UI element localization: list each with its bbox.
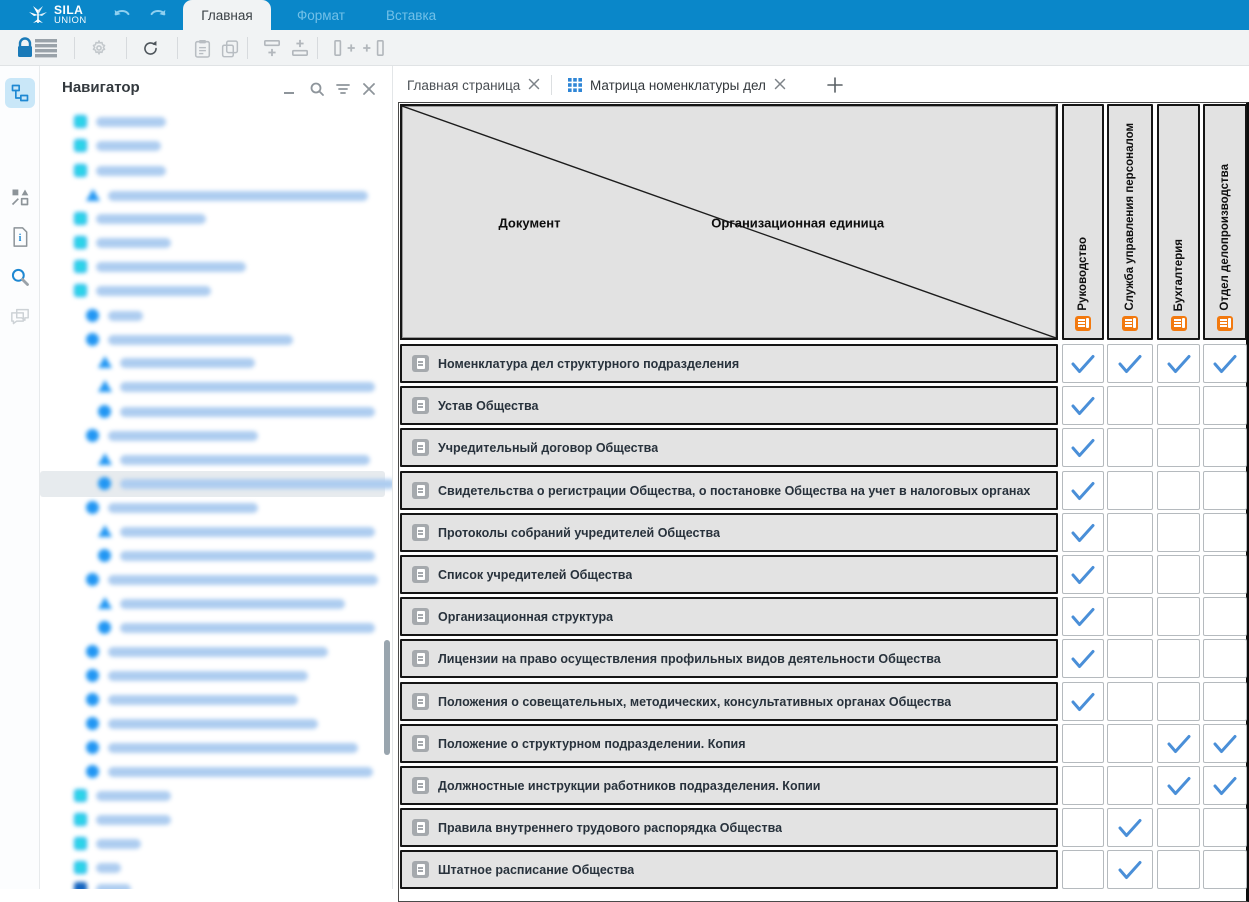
tree-item[interactable] xyxy=(40,736,392,760)
ribbon-tab-format-label: Формат xyxy=(297,7,345,23)
tree-item[interactable] xyxy=(40,544,392,568)
matrix-row-label: Положения о совещательных, методических, консультативных органах Общества xyxy=(438,694,952,709)
matrix-cell-checked[interactable] xyxy=(1062,428,1104,467)
matrix-cell-empty[interactable] xyxy=(1157,682,1200,721)
matrix-cell-checked[interactable] xyxy=(1157,766,1200,805)
doc-tab-home-page[interactable] xyxy=(407,70,540,100)
comments-icon[interactable] xyxy=(5,302,35,332)
tree-item-label-blurred xyxy=(120,551,375,561)
tree-item-label-blurred xyxy=(120,623,375,633)
matrix-row-header[interactable] xyxy=(400,850,1058,889)
circle-node-icon xyxy=(86,717,99,730)
tree-item[interactable] xyxy=(40,424,392,448)
org-unit-icon xyxy=(1171,316,1187,331)
matrix-cell-empty[interactable] xyxy=(1203,513,1247,552)
tree-item[interactable] xyxy=(40,134,392,158)
matrix-cell-empty[interactable] xyxy=(1203,808,1247,847)
undo-icon[interactable] xyxy=(110,4,134,26)
matrix-row-header[interactable] xyxy=(400,639,1058,678)
matrix-cell-empty[interactable] xyxy=(1157,513,1200,552)
tree-item[interactable] xyxy=(40,231,392,255)
tree-item-label-blurred xyxy=(108,719,318,729)
navigator-scrollbar[interactable] xyxy=(384,640,390,755)
circle-node-icon xyxy=(86,669,99,682)
matrix-cell-empty[interactable] xyxy=(1203,850,1247,889)
matrix-grid-icon xyxy=(568,78,582,92)
dark-node-icon xyxy=(74,882,87,889)
tree-item[interactable] xyxy=(40,688,392,712)
tree-item-label-blurred xyxy=(120,599,345,609)
toolbar-separator xyxy=(177,37,178,59)
tree-item-label-blurred xyxy=(108,191,368,201)
matrix-cell-checked[interactable] xyxy=(1062,682,1104,721)
matrix-row-label: Протоколы собраний учредителей Общества xyxy=(438,525,721,540)
matrix-cell-empty[interactable] xyxy=(1107,724,1153,763)
new-tab-button[interactable] xyxy=(823,73,847,97)
tree-item[interactable] xyxy=(40,784,392,808)
document-icon xyxy=(412,355,429,372)
row-axis-label: Документ xyxy=(498,215,561,231)
matrix-row-header[interactable] xyxy=(400,682,1058,721)
triangle-node-icon xyxy=(98,597,112,609)
tree-item-label-blurred xyxy=(108,647,328,657)
document-icon xyxy=(412,439,429,456)
doc-tab-home-label: Главная страница xyxy=(407,77,521,93)
settings-gear-icon[interactable] xyxy=(85,34,113,62)
matrix-col-header[interactable] xyxy=(1157,104,1200,340)
brand-line2: UNION xyxy=(54,15,87,27)
document-icon xyxy=(412,777,429,794)
matrix-row-header[interactable] xyxy=(400,344,1058,383)
matrix-cell-checked[interactable] xyxy=(1107,808,1153,847)
document-tab-bar xyxy=(393,70,1249,100)
tree-item-label-blurred xyxy=(96,214,206,224)
tree-item-label-blurred xyxy=(108,695,298,705)
tree-item[interactable] xyxy=(40,304,392,328)
matrix-cell-empty[interactable] xyxy=(1157,850,1200,889)
tree-item-label-blurred xyxy=(120,527,375,537)
navigator-panel-icon[interactable] xyxy=(5,78,35,108)
org-unit-icon xyxy=(1075,316,1091,331)
tree-item-label-blurred xyxy=(96,166,166,176)
triangle-node-icon xyxy=(98,525,112,537)
matrix-cell-checked[interactable] xyxy=(1107,344,1153,383)
square-node-icon xyxy=(74,115,87,128)
ribbon-tab-home[interactable] xyxy=(183,0,271,30)
navigator-header xyxy=(40,66,392,110)
square-node-icon xyxy=(74,813,87,826)
matrix-row-label: Учредительный договор Общества xyxy=(438,440,659,455)
tree-item-label-blurred xyxy=(120,479,392,489)
tree-item[interactable] xyxy=(40,400,392,424)
square-node-icon xyxy=(74,212,87,225)
tree-item-label-blurred xyxy=(96,815,171,825)
toolbar-separator xyxy=(126,37,127,59)
document-icon xyxy=(412,861,429,878)
tree-item[interactable] xyxy=(40,592,392,616)
tree-item[interactable] xyxy=(40,760,392,784)
tree-item-label-blurred xyxy=(96,286,211,296)
triangle-node-icon xyxy=(98,453,112,465)
redo-icon[interactable] xyxy=(146,4,170,26)
matrix-cell-checked[interactable] xyxy=(1062,513,1104,552)
matrix-col-header-label: Бухгалтерия xyxy=(1172,238,1185,311)
tree-item-label-blurred xyxy=(108,767,373,777)
square-node-icon xyxy=(74,236,87,249)
document-icon xyxy=(412,524,429,541)
tree-item[interactable] xyxy=(40,568,392,592)
document-icon xyxy=(412,608,429,625)
tree-item[interactable] xyxy=(40,207,392,231)
document-icon xyxy=(412,397,429,414)
matrix-cell-empty[interactable] xyxy=(1107,555,1153,594)
tree-item[interactable] xyxy=(40,520,392,544)
circle-node-icon xyxy=(98,405,111,418)
close-icon[interactable] xyxy=(360,80,378,98)
tree-item-label-blurred xyxy=(120,358,255,368)
tree-item[interactable] xyxy=(40,877,392,889)
matrix-cell-empty[interactable] xyxy=(1107,639,1153,678)
matrix-cell-empty[interactable] xyxy=(1062,808,1104,847)
matrix-cell-empty[interactable] xyxy=(1157,386,1200,425)
ribbon-tab-home-label: Главная xyxy=(201,7,253,23)
paste-clipboard-icon[interactable] xyxy=(188,34,216,62)
matrix-row-label: Правила внутреннего трудового распорядка Общества xyxy=(438,820,783,835)
matrix-cell-empty[interactable] xyxy=(1107,682,1153,721)
tree-item[interactable] xyxy=(40,255,392,279)
matrix-cell-checked[interactable] xyxy=(1203,724,1247,763)
square-node-icon xyxy=(74,837,87,850)
search-icon[interactable] xyxy=(308,80,326,98)
matrix-row-header[interactable] xyxy=(400,428,1058,467)
doc-tab-matrix-label: Матрица номенклатуры дел xyxy=(590,77,766,93)
tree-item-label-blurred xyxy=(108,743,358,753)
org-unit-icon xyxy=(1122,316,1138,331)
tree-item-label-blurred xyxy=(96,262,246,272)
triangle-node-icon xyxy=(98,380,112,392)
toolbar xyxy=(0,30,1249,66)
matrix-cell-checked[interactable] xyxy=(1157,724,1200,763)
tree-item-label-blurred xyxy=(120,455,370,465)
matrix-col-header[interactable] xyxy=(1062,104,1104,340)
matrix-cell-checked[interactable] xyxy=(1062,597,1104,636)
document-icon xyxy=(412,566,429,583)
tree-item-label-blurred xyxy=(108,431,258,441)
circle-node-icon xyxy=(98,621,111,634)
tree-item-label-blurred xyxy=(96,117,166,127)
matrix-col-header[interactable] xyxy=(1107,104,1153,340)
circle-node-icon xyxy=(86,429,99,442)
insert-column-left-icon[interactable] xyxy=(330,34,358,62)
toolbar-separator xyxy=(74,37,75,59)
tree-item[interactable] xyxy=(40,712,392,736)
matrix-col-header[interactable] xyxy=(1203,104,1247,340)
square-node-icon xyxy=(74,260,87,273)
matrix-cell-checked[interactable] xyxy=(1107,850,1153,889)
matrix-row-label: Положение о структурном подразделении. Копия xyxy=(438,736,746,751)
tree-item-label-blurred xyxy=(108,503,258,513)
triangle-node-icon xyxy=(98,356,112,368)
tree-item-label-blurred xyxy=(96,141,161,151)
tree-item[interactable] xyxy=(40,640,392,664)
matrix-row-label: Номенклатура дел структурного подразделения xyxy=(438,356,740,371)
matrix-cell-empty[interactable] xyxy=(1107,513,1153,552)
tree-item-label-blurred xyxy=(108,311,143,321)
matrix-cell-empty[interactable] xyxy=(1157,597,1200,636)
matrix-cell-empty[interactable] xyxy=(1203,639,1247,678)
tree-item-label-blurred xyxy=(96,884,131,889)
ribbon-tab-format[interactable] xyxy=(283,0,359,30)
matrix-cell-empty[interactable] xyxy=(1107,471,1153,510)
matrix-row-label: Штатное расписание Общества xyxy=(438,862,635,877)
filter-icon[interactable] xyxy=(334,80,352,98)
tree-item-label-blurred xyxy=(108,575,378,585)
tree-item[interactable] xyxy=(40,328,392,352)
ribbon-tab-insert[interactable] xyxy=(372,0,450,30)
tree-item[interactable] xyxy=(40,159,392,183)
navigator-title: Навигатор xyxy=(62,79,140,96)
tree-item[interactable] xyxy=(40,184,392,208)
circle-node-icon xyxy=(86,573,99,586)
matrix-cell-empty[interactable] xyxy=(1203,386,1247,425)
matrix-cell-empty[interactable] xyxy=(1107,428,1153,467)
svg-text:i: i xyxy=(18,233,22,245)
top-bar xyxy=(0,0,1249,30)
tree-item-label-blurred xyxy=(96,238,171,248)
close-tab-icon[interactable] xyxy=(528,78,540,93)
matrix-cell-checked[interactable] xyxy=(1062,471,1104,510)
circle-node-icon xyxy=(86,693,99,706)
circle-node-icon xyxy=(98,477,111,490)
circle-node-icon xyxy=(86,309,99,322)
tree-item[interactable] xyxy=(40,351,392,375)
refresh-icon[interactable] xyxy=(136,34,164,62)
navigator-tree xyxy=(40,110,392,889)
sila-union-logo-icon xyxy=(26,3,50,27)
insert-row-above-icon[interactable] xyxy=(258,34,286,62)
doc-tab-matrix[interactable] xyxy=(568,70,786,100)
circle-node-icon xyxy=(86,741,99,754)
matrix-row-header[interactable] xyxy=(400,766,1058,805)
matrix-cell-empty[interactable] xyxy=(1203,597,1247,636)
matrix-cell-empty[interactable] xyxy=(1203,682,1247,721)
matrix-row-header[interactable] xyxy=(400,724,1058,763)
tree-item[interactable] xyxy=(40,616,392,640)
matrix-row-label: Свидетельства о регистрации Общества, о постановке Общества на учет в налоговых органах xyxy=(438,483,1031,498)
insert-column-right-icon[interactable] xyxy=(360,34,388,62)
tree-item[interactable] xyxy=(40,279,392,303)
matrix-col-header-label: Служба управления персоналом xyxy=(1124,123,1136,311)
square-node-icon xyxy=(74,139,87,152)
matrix-row-label: Устав Общества xyxy=(438,398,539,413)
matrix-col-header-label: Руководство xyxy=(1077,237,1089,311)
matrix-cell-checked[interactable] xyxy=(1062,555,1104,594)
square-node-icon xyxy=(74,164,87,177)
matrix-row-label: Лицензии на право осуществления профильных видов деятельности Общества xyxy=(438,651,941,666)
tree-item[interactable] xyxy=(40,110,392,134)
matrix-cell-checked[interactable] xyxy=(1062,386,1104,425)
matrix-row-header[interactable] xyxy=(400,471,1058,510)
matrix-row-header[interactable] xyxy=(400,386,1058,425)
brand-line1: SILA xyxy=(54,3,84,18)
matrix-row-label: Организационная структура xyxy=(438,609,614,624)
app-logo xyxy=(26,1,87,29)
matrix-row-header[interactable] xyxy=(400,555,1058,594)
document-icon xyxy=(412,693,429,710)
matrix-cell-empty[interactable] xyxy=(1157,428,1200,467)
tree-item[interactable] xyxy=(40,448,392,472)
main-area xyxy=(393,66,1249,889)
tree-item[interactable] xyxy=(40,664,392,688)
matrix-row-header[interactable] xyxy=(400,597,1058,636)
ribbon-tab-insert-label: Вставка xyxy=(386,7,437,23)
tree-item-label-blurred xyxy=(108,335,293,345)
square-node-icon xyxy=(74,861,87,874)
matrix-row-header[interactable] xyxy=(400,513,1058,552)
toolbar-separator xyxy=(317,37,318,59)
square-node-icon xyxy=(74,789,87,802)
tab-separator xyxy=(551,75,552,95)
insert-row-below-icon[interactable] xyxy=(286,34,314,62)
matrix-cell-empty[interactable] xyxy=(1107,386,1153,425)
tree-item-label-blurred xyxy=(120,382,375,392)
matrix-cell-empty[interactable] xyxy=(1157,555,1200,594)
matrix-cell-checked[interactable] xyxy=(1203,344,1247,383)
matrix-cell-empty[interactable] xyxy=(1203,471,1247,510)
matrix-row-header[interactable] xyxy=(400,808,1058,847)
matrix-cell-empty[interactable] xyxy=(1157,808,1200,847)
document-icon xyxy=(412,650,429,667)
model-objects-icon[interactable] xyxy=(5,182,35,212)
circle-node-icon xyxy=(86,501,99,514)
tree-item[interactable] xyxy=(40,496,392,520)
circle-node-icon xyxy=(86,645,99,658)
tree-item[interactable] xyxy=(40,808,392,832)
tree-item-label-blurred xyxy=(96,791,171,801)
matrix-row-label: Должностные инструкции работников подразделения. Копии xyxy=(438,778,821,793)
matrix-cell-empty[interactable] xyxy=(1203,428,1247,467)
circle-node-icon xyxy=(86,765,99,778)
left-icon-rail xyxy=(0,66,40,889)
matrix-cell-empty[interactable] xyxy=(1062,850,1104,889)
matrix-row-label: Список учредителей Общества xyxy=(438,567,633,582)
tree-item-label-blurred xyxy=(96,863,121,873)
tree-item[interactable] xyxy=(40,832,392,856)
matrix-cell-empty[interactable] xyxy=(1107,597,1153,636)
minimize-icon[interactable] xyxy=(280,80,298,98)
tree-item-label-blurred xyxy=(120,407,375,417)
matrix-cell-empty[interactable] xyxy=(1107,766,1153,805)
matrix-cell-checked[interactable] xyxy=(1062,639,1104,678)
org-unit-icon xyxy=(1217,316,1233,331)
matrix-cell-checked[interactable] xyxy=(1203,766,1247,805)
col-axis-label: Организационная единица xyxy=(711,215,885,231)
matrix-cell-checked[interactable] xyxy=(1157,344,1200,383)
copy-icon[interactable] xyxy=(216,34,244,62)
tree-item[interactable] xyxy=(40,472,392,496)
matrix-cell-empty[interactable] xyxy=(1203,555,1247,594)
matrix-cell-empty[interactable] xyxy=(1062,766,1104,805)
tree-item[interactable] xyxy=(40,375,392,399)
circle-node-icon xyxy=(86,333,99,346)
matrix-col-header-label: Отдел делопроизводства xyxy=(1219,164,1231,311)
matrix-corner-cell xyxy=(400,104,1058,340)
matrix-cell-empty[interactable] xyxy=(1157,639,1200,678)
document-icon xyxy=(412,735,429,752)
search-panel-icon[interactable] xyxy=(5,262,35,292)
circle-node-icon xyxy=(98,549,111,562)
matrix-cell-empty[interactable] xyxy=(1062,724,1104,763)
matrix-cell-empty[interactable] xyxy=(1157,471,1200,510)
square-node-icon xyxy=(74,284,87,297)
tree-item-label-blurred xyxy=(96,839,141,849)
close-tab-icon[interactable] xyxy=(774,78,786,93)
triangle-node-icon xyxy=(86,189,100,201)
matrix-cell-checked[interactable] xyxy=(1062,344,1104,383)
lock-rows-icon[interactable] xyxy=(16,34,60,62)
toolbar-separator xyxy=(247,37,248,59)
navigator-panel xyxy=(40,66,393,889)
document-icon xyxy=(412,482,429,499)
tree-item-label-blurred xyxy=(108,671,308,681)
document-icon xyxy=(412,819,429,836)
document-info-icon[interactable] xyxy=(5,222,35,252)
